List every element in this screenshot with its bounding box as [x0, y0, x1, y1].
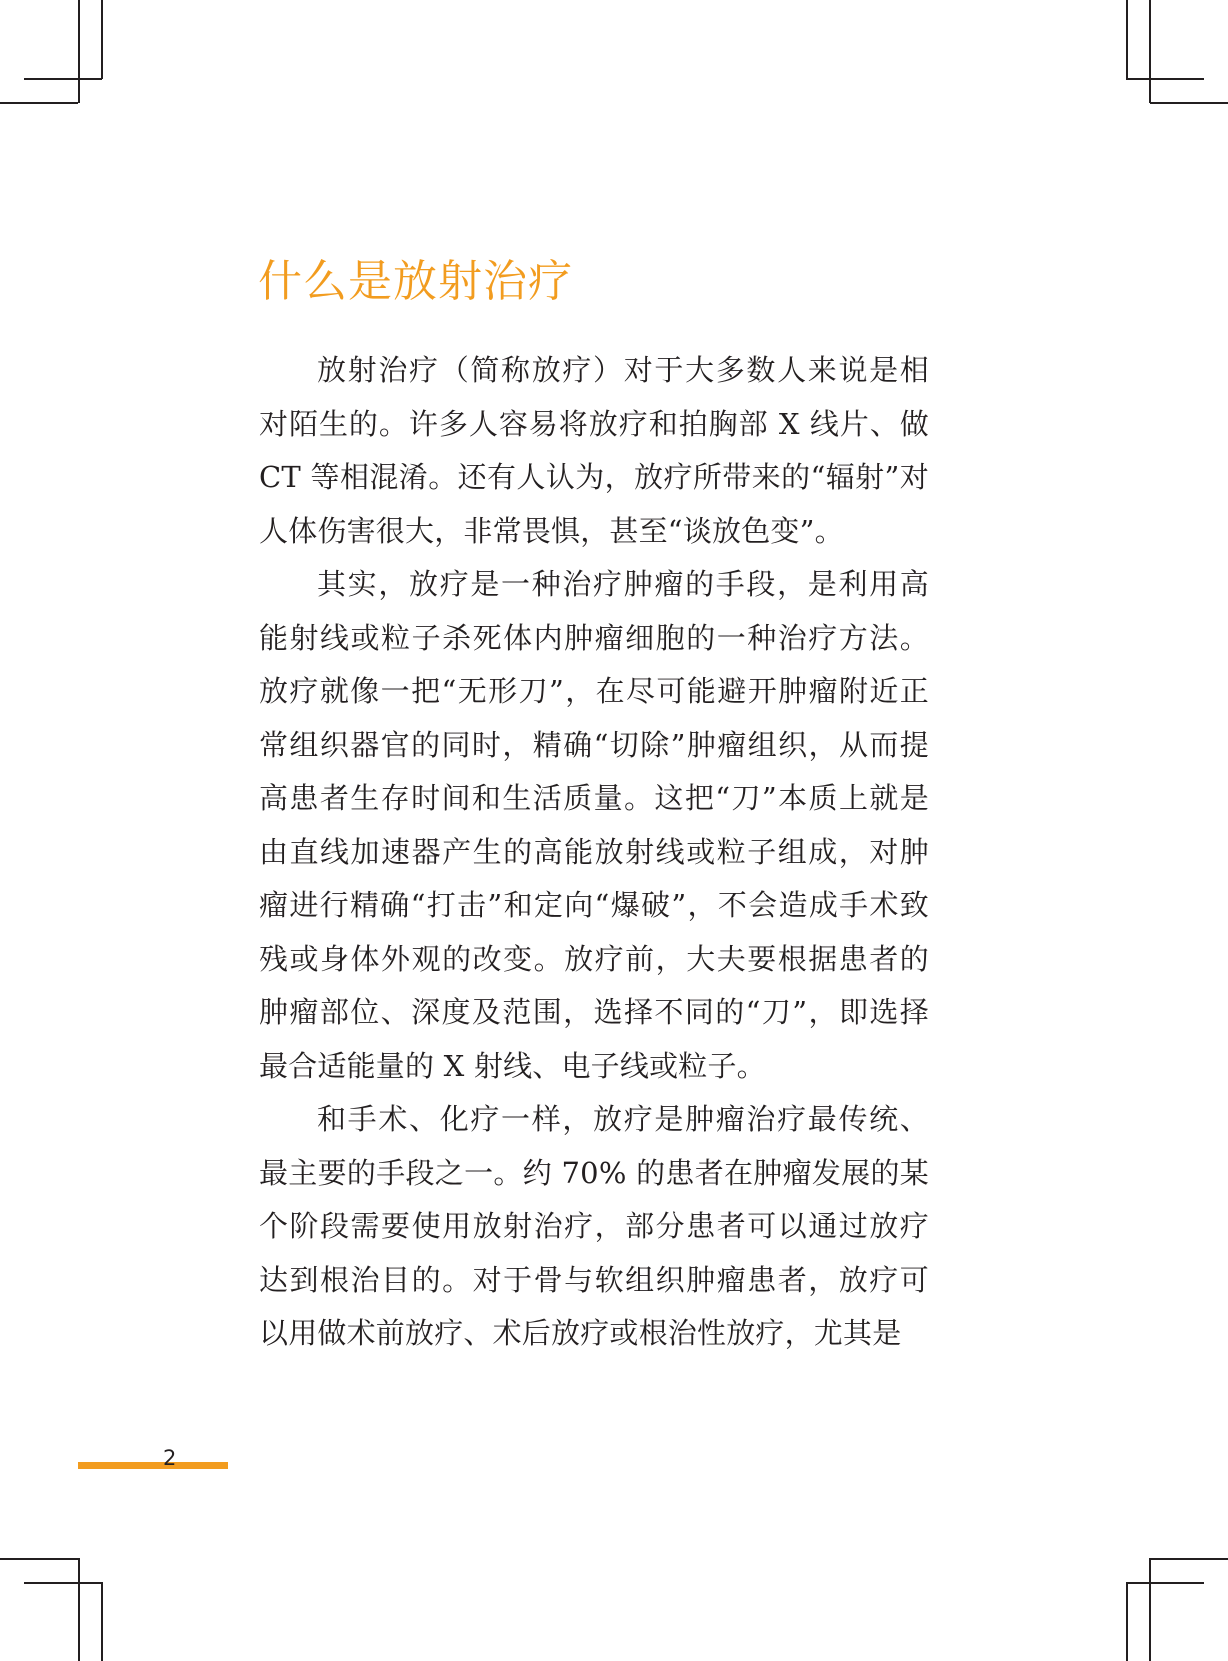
crop-mark-top-left-inner-horizontal	[24, 78, 102, 80]
section-title: 什么是放射治疗	[258, 256, 573, 307]
crop-mark-bottom-right-inner-horizontal	[1126, 1582, 1204, 1584]
crop-mark-bottom-right-inner-vertical	[1126, 1582, 1128, 1661]
crop-mark-top-right-horizontal	[1150, 102, 1228, 104]
paragraph-2: 其实，放疗是一种治疗肿瘤的手段，是利用高能射线或粒子杀死体内肿瘤细胞的一种治疗方法。放疗就像一把“无形刀”，在尽可能避开肿瘤附近正常组织器官的同时，精确“切除”肿瘤组织，从而提高患者生存时间和生活质量。这把“刀”本质上就是由直线加速器产生的高能放射线或粒子组成，对肿瘤进行精确“打击”和定向“爆破”，不会造成手术致残或身体外观的改变。放疗前，大夫要根据患者的肿瘤部位、深度及范围，选择不同的“刀”，即选择最合适能量的 X 射线、电子线或粒子。	[259, 567, 929, 1083]
page-number-rule	[78, 1462, 228, 1469]
crop-mark-bottom-left-vertical	[78, 1558, 80, 1661]
paragraph-3: 和手术、化疗一样，放疗是肿瘤治疗最传统、最主要的手段之一。约 70% 的患者在肿瘤发展的某个阶段需要使用放射治疗，部分患者可以通过放疗达到根治目的。对于骨与软组织肿瘤患者，放疗可以用做术前放疗、术后放疗或根治性放疗，尤其是	[259, 1102, 929, 1350]
crop-mark-top-right-vertical	[1149, 0, 1151, 103]
crop-mark-top-left-horizontal	[0, 102, 78, 104]
crop-mark-top-right-inner-horizontal	[1126, 78, 1204, 80]
crop-mark-bottom-right-horizontal	[1150, 1558, 1228, 1560]
crop-mark-bottom-right-vertical	[1149, 1558, 1151, 1661]
crop-mark-bottom-left-inner-horizontal	[24, 1582, 102, 1584]
crop-mark-top-right-inner-vertical	[1126, 0, 1128, 79]
crop-mark-bottom-left-horizontal	[0, 1558, 78, 1560]
crop-mark-top-left-vertical	[78, 0, 80, 103]
page-number: 2	[163, 1446, 177, 1470]
crop-mark-bottom-left-inner-vertical	[101, 1582, 103, 1661]
body-text	[259, 344, 929, 1361]
crop-mark-top-left-inner-vertical	[101, 0, 103, 79]
paragraph-1: 放射治疗（简称放疗）对于大多数人来说是相对陌生的。许多人容易将放疗和拍胸部 X 线片、做 CT 等相混淆。还有人认为，放疗所带来的“辐射”对人体伤害很大，非常畏惧，甚至“谈放色变”。	[259, 353, 929, 548]
